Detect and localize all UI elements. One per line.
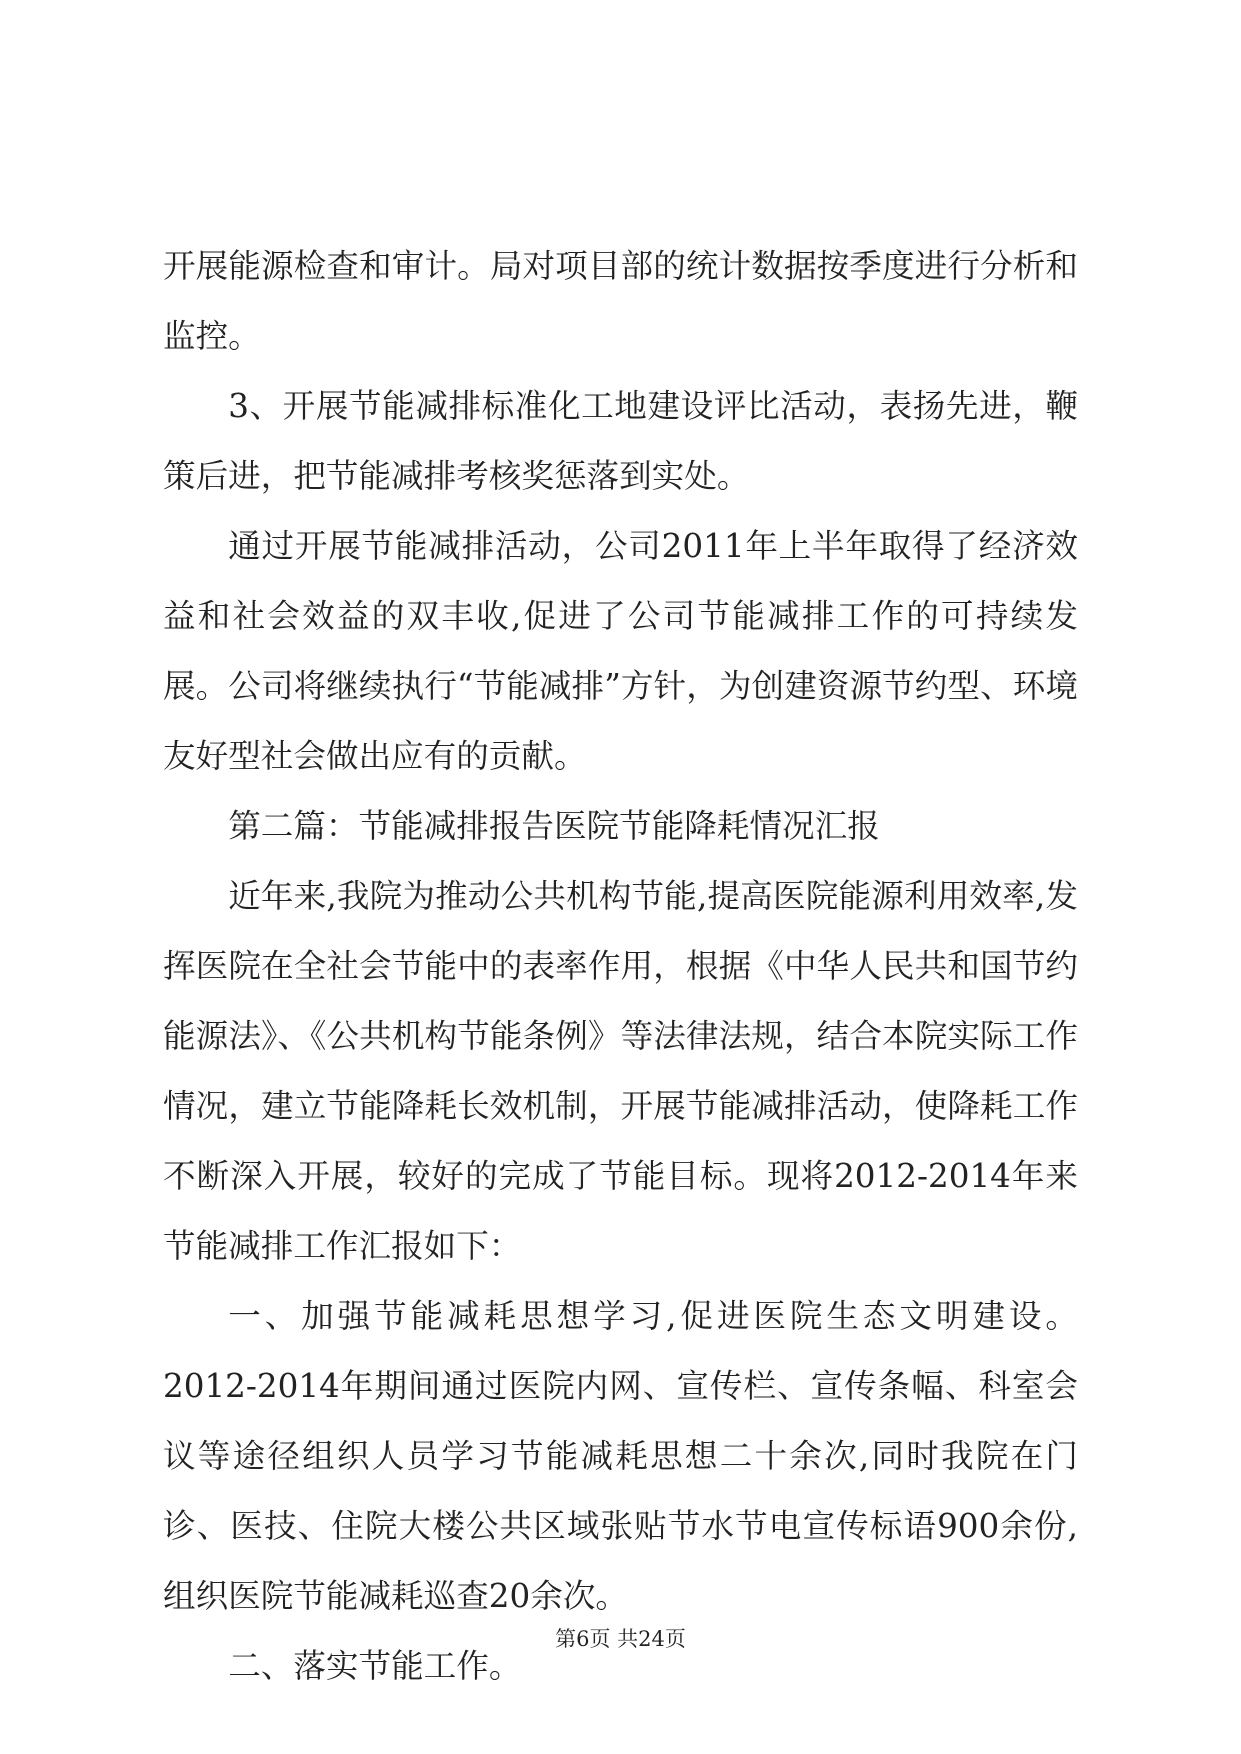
paragraph-2: 3、开展节能减排标准化工地建设评比活动，表扬先进，鞭策后进，把节能减排考核奖惩落到实处。	[163, 387, 1078, 495]
section-heading: 第二篇：节能减排报告医院节能降耗情况汇报	[228, 807, 880, 845]
paragraph-6: 一、加强节能减耗思想学习,促进医院生态文明建设。2012-2014年期间通过医院内网、宣传栏、宣传条幅、科室会议等途径组织人员学习节能减耗思想二十余次,同时我院在门诊、医技、住院大楼公共区域张贴节水节电宣传标语900余份,组织医院节能减耗巡查20余次。	[163, 1297, 1078, 1615]
paragraph-1: 开展能源检查和审计。局对项目部的统计数据按季度进行分析和监控。	[163, 247, 1078, 355]
page-number-label: 第6页 共24页	[555, 1627, 686, 1651]
paragraph-3: 通过开展节能减排活动，公司2011年上半年取得了经济效益和社会效益的双丰收,促进了公司节能减排工作的可持续发展。公司将继续执行“节能减排”方针，为创建资源节约型、环境友好型社会做出应有的贡献。	[163, 527, 1078, 775]
page-footer	[0, 1624, 1241, 1654]
paragraph-5: 近年来,我院为推动公共机构节能,提高医院能源利用效率,发挥医院在全社会节能中的表率作用，根据《中华人民共和国节约能源法》、《公共机构节能条例》等法律法规，结合本院实际工作情况，建立节能降耗长效机制，开展节能减排活动，使降耗工作不断深入开展，较好的完成了节能目标。现将2012-2014年来节能减排工作汇报如下：	[163, 877, 1078, 1265]
paragraph-7: 二、落实节能工作。	[228, 1647, 522, 1685]
body-text	[163, 231, 1078, 1701]
